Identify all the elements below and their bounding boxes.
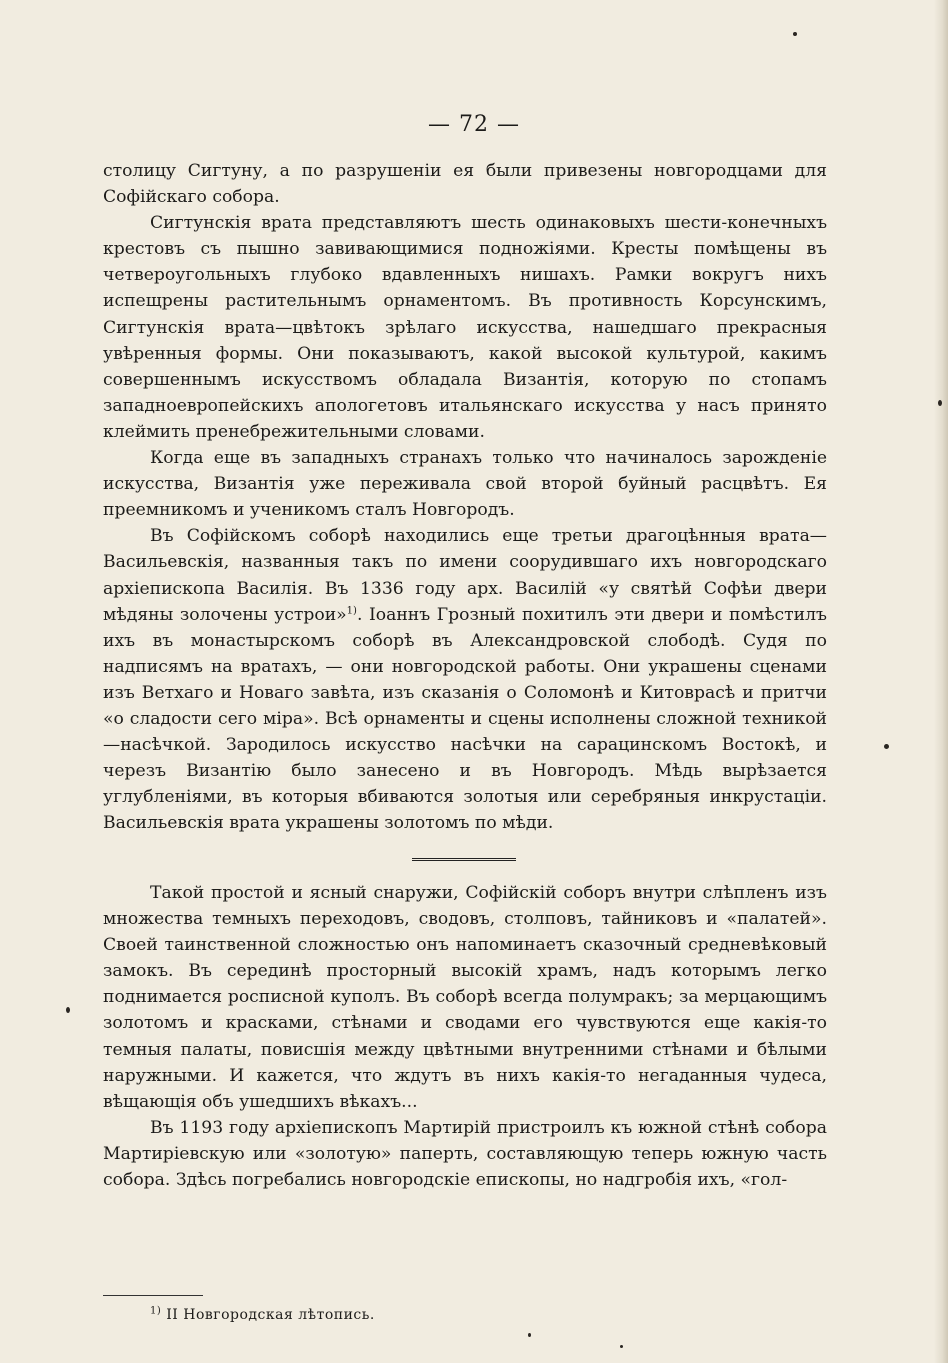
section-divider [412, 858, 516, 861]
footnote-mark: 1) [150, 1305, 162, 1317]
paragraph-4-part-b: . Iоаннъ Грозный похитилъ эти двери и помѣстилъ ихъ въ монастырскомъ соборѣ въ Александровской слободѣ. Судя по надписямъ на вратахъ, — они новгородской работы. Они украшены сценами изъ Ветхаго и Новаго завѣта, изъ сказанiя о Соломонѣ и Китоврасѣ и притчи «о сладости сего мiра». Всѣ орнаменты и сцены исполнены сложной техникой—насѣчкой. Зародилось искусство насѣчки на сарацинскомъ Востокѣ, и черезъ Византiю было занесено и въ Новгородъ. Мѣдь вырѣзается углубленiями, въ которыя вбиваются золотыя или серебряныя инкрустацiи. Васильевскiя врата украшены золотомъ по мѣди. [103, 604, 827, 834]
footnote-reference: 1) [346, 604, 357, 616]
paper-speck [793, 32, 797, 36]
paper-speck [620, 1345, 623, 1348]
section-one [103, 158, 827, 836]
paper-speck [884, 744, 889, 749]
paper-speck [528, 1333, 531, 1337]
page-number: — 72 — [428, 112, 520, 137]
paper-speck [66, 1007, 70, 1013]
paragraph-5: Такой простой и ясный снаружи, Софiйскiй соборъ внутри слѣпленъ изъ множества темныхъ переходовъ, сводовъ, столповъ, тайниковъ и «палатей». Своей таинственной сложностью онъ напоминаетъ сказочный средневѣковый замокъ. Въ серединѣ просторный высокiй храмъ, надъ которымъ легко поднимается росписной куполъ. Въ соборѣ всегда полумракъ; за мерцающимъ золотомъ и красками, стѣнами и сводами его чувствуются еще какiя-то темныя палаты, повисшiя между цвѣтными внутренними стѣнами и бѣлыми наружными. И кажется, что ждутъ въ нихъ какiя-то негаданныя чудеса, вѣщающiя объ ушедшихъ вѣкахъ... [103, 883, 827, 1112]
paragraph-2: Сигтунскiя врата представляютъ шесть одинаковыхъ шести-конечныхъ крестовъ съ пышно завивающимися подножiями. Кресты помѣщены въ четвероугольныхъ глубоко вдавленныхъ нишахъ. Рамки вокругъ нихъ испещрены растительнымъ орнаментомъ. Въ противность Корсунскимъ, Сигтунскiя врата—цвѣтокъ зрѣлаго искусства, нашедшаго прекрасныя увѣренныя формы. Они показываютъ, какой высокой культурой, какимъ совершеннымъ искусствомъ обладала Византiя, которую по стопамъ западноевропейскихъ апологетовъ итальянскаго искусства у насъ принято клеймить пренебрежительными словами. [103, 213, 827, 442]
paper-speck [938, 400, 942, 406]
section-two [103, 880, 827, 1193]
footnote-rule [103, 1295, 203, 1296]
page-edge [934, 0, 948, 1363]
footnote [150, 1307, 375, 1323]
footnote-text: II Новгородская лѣтопись. [166, 1307, 375, 1323]
paragraph-3: Когда еще въ западныхъ странахъ только что начиналось зарожденiе искусства, Византiя уже переживала свой второй буйный расцвѣтъ. Ея преемникомъ и ученикомъ сталъ Новгородъ. [103, 448, 827, 521]
paragraph-6: Въ 1193 году архiепископъ Мартирiй пристроилъ къ южной стѣнѣ собора Мартирiевскую или «золотую» паперть, составляющую теперь южную часть собора. Здѣсь погребались новгородскiе епископы, но надгробiя ихъ, «гол- [103, 1117, 827, 1191]
paragraph-4 [103, 523, 827, 836]
paragraph-1: столицу Сигтуну, а по разрушенiи ея были привезены новгородцами для Софiйскаго собора. [103, 161, 827, 208]
paragraph-4-part-a: Въ Софiйскомъ соборѣ находились еще третьи драгоцѣнныя врата— Васильевскiя, названныя такъ по имени соорудившаго ихъ новгородскаго архiепископа Василiя. Въ 1336 году арх. Василiй «у святѣй Софѣи двери мѣдяны золочены устрои» [103, 526, 827, 625]
